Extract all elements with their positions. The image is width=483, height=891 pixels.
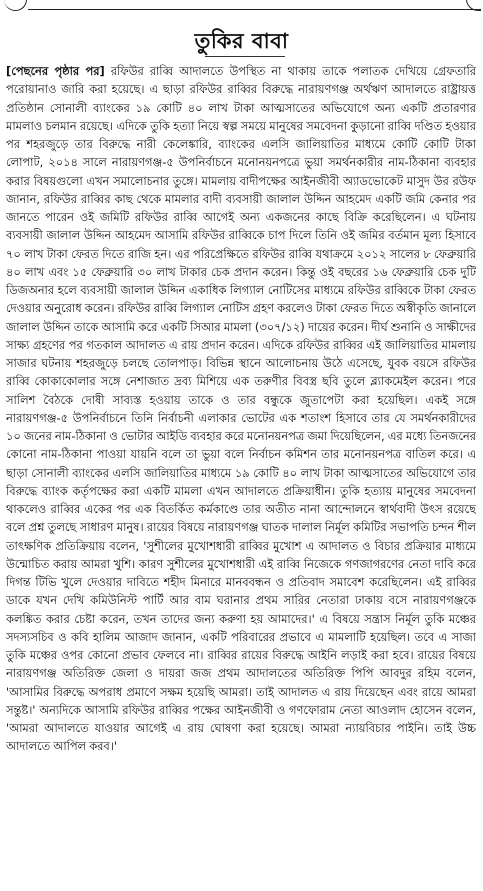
border-curve-left (4, 0, 27, 11)
article-text: রফিউর রাব্বি আদালতে উপস্থিত না থাকায় তাকে পলাতক দেখিয়ে গ্রেফতারি পরোয়ানাও জারি করা হয়েছে। এ ছাড়া রফিউর রাব্বির বিরুদ্ধে নারায়ণগঞ্জ অর্থঋণ আদালতে রাষ্ট্রায়ত্ত প্রতিষ্ঠান সোনালী ব্যাংকের ১৯ কোটি ৪০ লাখ টাকা আত্মসাতের অভিযোগে অন্য একটি প্রতারণার মামলাও চলমান রয়েছে। এদিকে তুকি হত্যা নিয়ে স্বল্প সময়ে মানুষের সমবেদনা কুড়ানো রাব্বি দণ্ডিত হওয়ার পর শহরজুড়ে তার বিরুদ্ধে নারী কেলেঙ্কারি, ব্যাংকের এলসি জালিয়াতির মাধ্যমে কোটি কোটি টাকা লোপাট, ২০১৪ সালে নারায়ণগঞ্জ-৫ উপনির্বাচনে মনোনয়নপত্রে ভুয়া সমর্থনকারীর নাম-ঠিকানা ব্যবহার করার বিষয়গুলো এখন সমালোচনার তুঙ্গে। মামলায় বাদীপক্ষের আইনজীবী অ্যাডভোকেট মাসুদ উর রউফ জানান, রফিউর রাব্বির কাছ থেকে মামলার বাদী ব্যবসায়ী জালাল উদ্দিন আহমেদ একটি জমি কেনার পর জানতে পারেন ওই জমিটি রফিউর রাব্বি আগেই অন্য একজনের কাছে বিক্রি করেছিলেন। এ ঘটনায় ব্যবসায়ী জালাল উদ্দিন আহমেদ আসামি রফিউর রাব্বিকে চাপ দিলে তিনি ওই জমির বর্তমান মূল্য হিসাবে ৭০ লাখ টাকা ফেরত দিতে রাজি হন। এর পরিপ্রেক্ষিতে রফিউর রাব্বি যথাক্রমে ২০১২ সালের ৮ ফেব্রুয়ারি ৪০ লাখ এবং ১৫ ফেব্রুয়ারি ৩০ লাখ টাকার চেক প্রদান করেন। কিন্তু ওই বছরের ১৬ ফেব্রুয়ারি চেক দুটি ডিজঅনার হলে ব্যবসায়ী জালাল উদ্দিন একাধিক লিগ্যাল নোটিসের মাধ্যমে রফিউর রাব্বিকে টাকা ফেরত দেওয়ার অনুরোধ করেন। রফিউর রাব্বি লিগ্যাল নোটিস গ্রহণ করলেও টাকা ফেরত দিতে অস্বীকৃতি জানালে জালাল উদ্দিন তাকে আসামি করে একটি সিআর মামলা (৩০৭/১২) দায়ের করেন। দীর্ঘ শুনানি ও সাক্ষীদের সাক্ষ্য গ্রহণের পর গতকাল আদালত এ রায় প্রদান করেন। এদিকে রফিউর রাব্বির এই জালিয়াতির মামলায় সাজার ঘটনায় শহরজুড়ে চলছে তোলপাড়। বিভিন্ন স্থানে আলোচনায় উঠে এসেছে, যুবক বয়সে রফিউর রাব্বি কোকাকোলার সঙ্গে নেশাজাত দ্রব্য মিশিয়ে এক তরুণীর বিবস্ত্র ছবি তুলে ব্ল্যাকমেইল করেন। পরে সালিশ বৈঠকে দোষী সাব্যস্ত হওয়ায় তাকে ও তার বন্ধুকে জুতাপেটা করা হয়েছিল। একই সঙ্গে নারায়ণগঞ্জ-৫ উপনির্বাচনে তিনি নির্বাচনী এলাকার ভোটের এক শতাংশ হিসাবে তার যে সমর্থনকারীদের ১০ জনের নাম-ঠিকানা ও ভোটার আইডি ব্যবহার করে মনোনয়নপত্র জমা দিয়েছিলেন, এর মধ্যে তিনজনের কোনো নাম-ঠিকানা পাওয়া যায়নি বলে তা ভুয়া বলে নির্বাচন কমিশন তার মনোনয়নপত্র বাতিল করে। এ ছাড়া সোনালী ব্যাংকের এলসি জালিয়াতির মাধ্যমে ১৯ কোটি ৪০ লাখ টাকা আত্মসাতের অভিযোগে তার বিরুদ্ধে ব্যাংক কর্তৃপক্ষের করা একটি মামলা এখন আদালতে প্রক্রিয়াধীন। তুকি হত্যায় মানুষের সমবেদনা থাকলেও রাব্বির একের পর এক বিতর্কিত কর্মকাণ্ডে তার অতীত নানা আন্দোলনে স্বার্থবাদী উৎস রয়েছে বলে প্রশ্ন তুলছে সাধারণ মানুষ। রায়ের বিষয়ে নারায়ণগঞ্জ ঘাতক দালাল নির্মূল কমিটির সভাপতি চন্দন শীল তাৎক্ষণিক প্রতিক্রিয়ায় বলেন, 'সুশীলের মুখোশধারী রাব্বির মুখোশ এ আদালত ও বিচার প্রক্রিয়ার মাধ্যমে উন্মোচিত করায় আমরা খুশি। কারণ সুশীলের মুখোশধারী এই রাব্বি নিজেকে গণজাগরণের নেতা দাবি করে দিগন্ত টিভি খুলে দেওয়ার দাবিতে শহীদ মিনারে মানববন্ধন ও প্রতিবাদ সমাবেশ করেছিলেন। এই রাব্বির ডাকে যখন দেখি কমিউনিস্ট পার্টি আর বাম ঘরানার প্রথম সারির নেতারা ঢাকায় বসে নারায়ণগঞ্জকে কলঙ্কিত করার চেষ্টা করেন, তখন তাদের জন্য করুণা হয় আমাদের।' এ বিষয়ে সন্ত্রাস নির্মূল তুকি মঞ্চের সদস্যসচিব ও কবি হালিম আজাদ জানান, একটি পরিবারের প্রভাবে এ মামলাটি হয়েছিল। তবে এ সাজা তুকি মঞ্চের ওপর কোনো প্রভাব ফেলবে না। রাব্বির রায়ের বিরুদ্ধে আইনি লড়াই করা হবে। রায়ের বিষয়ে নারায়ণগঞ্জ অতিরিক্ত জেলা ও দায়রা জজ প্রথম আদালতের অতিরিক্ত পিপি আবদুর রহিম বলেন, 'আসামির বিরুদ্ধে অপরাধ প্রমাণে সক্ষম হয়েছি আমরা। তাই আদালত এ রায় দিয়েছেন এবং রায়ে আমরা সন্তুষ্ট।' অন্যদিকে আসামি রফিউর রাব্বির পক্ষের আইনজীবী ও গণফোরাম নেতা আওলাদ হোসেন বলেন, 'আমরা আদালতে যাওয়ার আগেই এ রায় ঘোষণা করা হয়েছে। আমরা ন্যায়বিচার পাইনি। তাই উচ্চ আদালতে আপিল করব।' (6, 64, 476, 754)
top-border-rule (0, 0, 483, 22)
article-body (6, 62, 476, 886)
jump-label: [পেছনের পৃষ্ঠার পর] (6, 64, 105, 78)
article-headline: তুকির বাবা (194, 28, 289, 53)
border-line (28, 9, 481, 10)
headline-underline (205, 56, 285, 57)
